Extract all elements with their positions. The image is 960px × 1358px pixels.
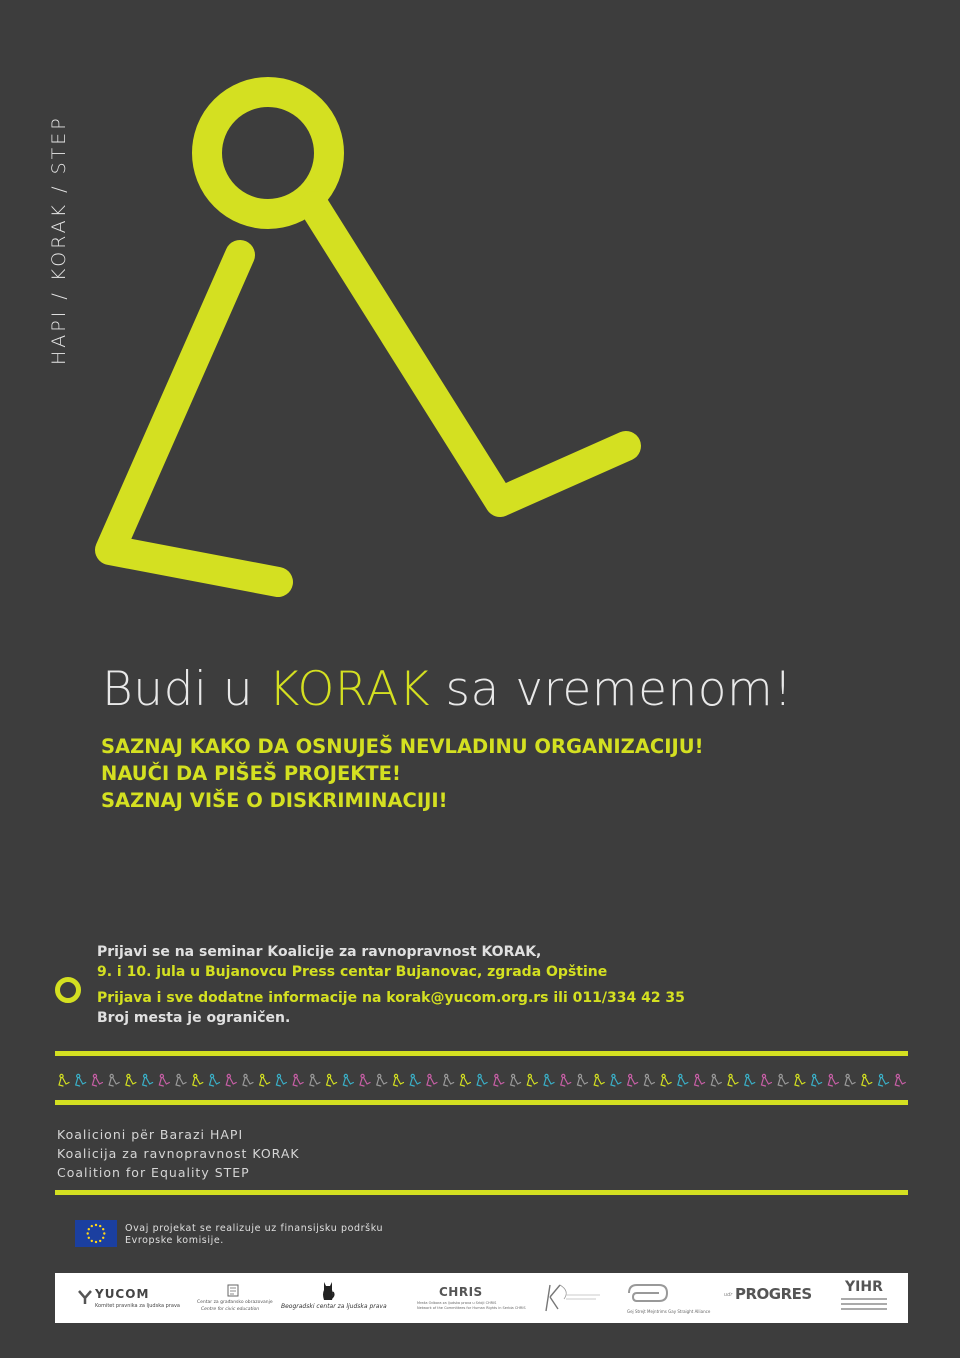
mini-figure-icon — [577, 1074, 587, 1086]
stick-figure-graphic — [0, 0, 960, 660]
mini-figure-icon — [109, 1074, 119, 1086]
mini-figure-icon — [895, 1074, 905, 1086]
mini-figure-icon — [711, 1074, 721, 1086]
mini-figure-icon — [728, 1074, 738, 1086]
tagline-2: NAUČI DA PIŠEŠ PROJEKTE! — [101, 762, 401, 785]
mini-figure-icon — [59, 1074, 69, 1086]
mini-figure-icon — [260, 1074, 270, 1086]
yucom-logo-name: YUCOM — [95, 1287, 150, 1301]
coalition-name-korak: Koalicija za ravnopravnost KORAK — [57, 1146, 300, 1161]
chris-logo-name: CHRIS — [439, 1285, 483, 1299]
figure-leg-front — [110, 255, 278, 582]
mini-figure-icon — [293, 1074, 303, 1086]
headline-highlight: KORAK — [268, 662, 431, 717]
coalition-name-hapi: Koalicioni për Barazi HAPI — [57, 1127, 244, 1142]
centar-logo-line-1: Centar za građansko obrazovanje — [197, 1300, 273, 1305]
centar-logo-line-2: Centre for civic education — [201, 1307, 260, 1312]
chris-logo-sub-2: Network of the Committees for Human Rights in Serbia CHRIS — [417, 1306, 526, 1310]
divider-middle — [55, 1100, 908, 1105]
mini-figure-icon — [276, 1074, 286, 1086]
progres-logo-prefix: udr — [724, 1292, 733, 1298]
headline — [102, 662, 793, 717]
mini-figure-icon — [795, 1074, 805, 1086]
mini-figure-icon — [561, 1074, 571, 1086]
info-line-2: 9. i 10. jula u Bujanovcu Press centar Bujanovac, zgrada Opštine — [97, 964, 608, 980]
mini-figure-icon — [828, 1074, 838, 1086]
mini-figure-icon — [210, 1074, 220, 1086]
gsm-logo — [625, 1281, 711, 1314]
centar-logo-icon — [227, 1284, 239, 1297]
figure-icon-strip — [55, 1073, 908, 1089]
coalition-name-step: Coalition for Equality STEP — [57, 1165, 250, 1180]
divider-top — [55, 1051, 908, 1056]
mini-figure-icon — [92, 1074, 102, 1086]
mini-figure-icon — [310, 1074, 320, 1086]
mini-figure-icon — [745, 1074, 755, 1086]
mini-figure-icon — [628, 1074, 638, 1086]
mini-figure-icon — [410, 1074, 420, 1086]
mini-figure-icon — [226, 1074, 236, 1086]
mini-figure-icon — [143, 1074, 153, 1086]
mini-figure-icon — [494, 1074, 504, 1086]
mini-figure-icon — [193, 1074, 203, 1086]
cat-icon — [321, 1281, 335, 1301]
mini-figure-icon — [695, 1074, 705, 1086]
mini-figure-icon — [511, 1074, 521, 1086]
gsm-logo-subtitle: Gej Strejt Mejntrims Gay Straight Alliance — [627, 1309, 711, 1314]
chris-logo-sub-1: Mreža Odbora za ljudska prava u Srbiji CHRIS — [417, 1301, 497, 1305]
paperclip-icon — [625, 1281, 669, 1305]
eu-note-line-2: Evropske komisije. — [125, 1235, 224, 1246]
mini-figure-icon — [845, 1074, 855, 1086]
bcl-logo-name: Beogradski centar za ljudska prava — [281, 1303, 387, 1310]
mini-figure-icon — [394, 1074, 404, 1086]
mini-figure-icon — [862, 1074, 872, 1086]
tagline-list — [101, 733, 703, 814]
mini-figure-icon — [644, 1074, 654, 1086]
info-line-3: Prijava i sve dodatne informacije na korak@yucom.org.rs ili 011/334 42 35 — [97, 990, 685, 1006]
mini-figure-icon — [377, 1074, 387, 1086]
partner-logo-bar — [55, 1273, 908, 1323]
mini-figure-icon — [879, 1074, 889, 1086]
figure-leg-back — [314, 206, 626, 502]
yucom-logo-icon — [77, 1289, 93, 1305]
eu-note-line-1: Ovaj projekat se realizuje uz finansijsku podršku — [125, 1223, 384, 1234]
mini-figure-icon — [678, 1074, 688, 1086]
mini-figure-icon — [594, 1074, 604, 1086]
tagline-1: SAZNAJ KAKO DA OSNUJEŠ NEVLADINU ORGANIZACIJU! — [101, 735, 704, 758]
mini-figure-icon — [76, 1074, 86, 1086]
mini-figure-icon — [427, 1074, 437, 1086]
mini-figure-icon — [243, 1074, 253, 1086]
progres-logo-name: PROGRES — [735, 1285, 812, 1303]
mini-figure-icon — [761, 1074, 771, 1086]
headline-after: sa vremenom! — [430, 662, 793, 717]
mini-figure-icon — [544, 1074, 554, 1086]
mini-figure-icon — [477, 1074, 487, 1086]
info-line-4: Broj mesta je ograničen. — [97, 1010, 291, 1026]
info-line-1: Prijavi se na seminar Koalicije za ravnopravnost KORAK, — [97, 944, 542, 960]
tagline-3: SAZNAJ VIŠE O DISKRIMINACIJI! — [101, 789, 448, 812]
mini-figure-icon — [778, 1074, 788, 1086]
mini-figure-icon — [126, 1074, 136, 1086]
mini-figure-icon — [343, 1074, 353, 1086]
yihr-logo-name: YIHR — [845, 1279, 883, 1295]
mini-figure-icon — [661, 1074, 671, 1086]
side-title: HAPI / KORAK / STEP — [48, 115, 70, 365]
eu-flag-icon — [75, 1220, 117, 1247]
headline-before: Budi u — [102, 662, 269, 717]
mini-figure-icon — [611, 1074, 621, 1086]
mini-figure-icon — [812, 1074, 822, 1086]
divider-bottom — [55, 1190, 908, 1195]
seminar-info — [97, 942, 685, 1028]
coalition-names — [57, 1125, 300, 1182]
mini-figure-icon — [176, 1074, 186, 1086]
eu-funding-note — [125, 1223, 383, 1247]
yucom-logo-subtitle: Komitet pravnika za ljudska prava — [95, 1303, 180, 1309]
mini-figure-icon — [444, 1074, 454, 1086]
mini-figure-icon — [460, 1074, 470, 1086]
helsinki-k-logo-icon — [540, 1281, 604, 1313]
ring-bullet-icon — [55, 977, 81, 1003]
mini-figure-icon — [527, 1074, 537, 1086]
mini-figure-icon — [327, 1074, 337, 1086]
mini-figure-icon — [360, 1074, 370, 1086]
mini-figure-icon — [159, 1074, 169, 1086]
